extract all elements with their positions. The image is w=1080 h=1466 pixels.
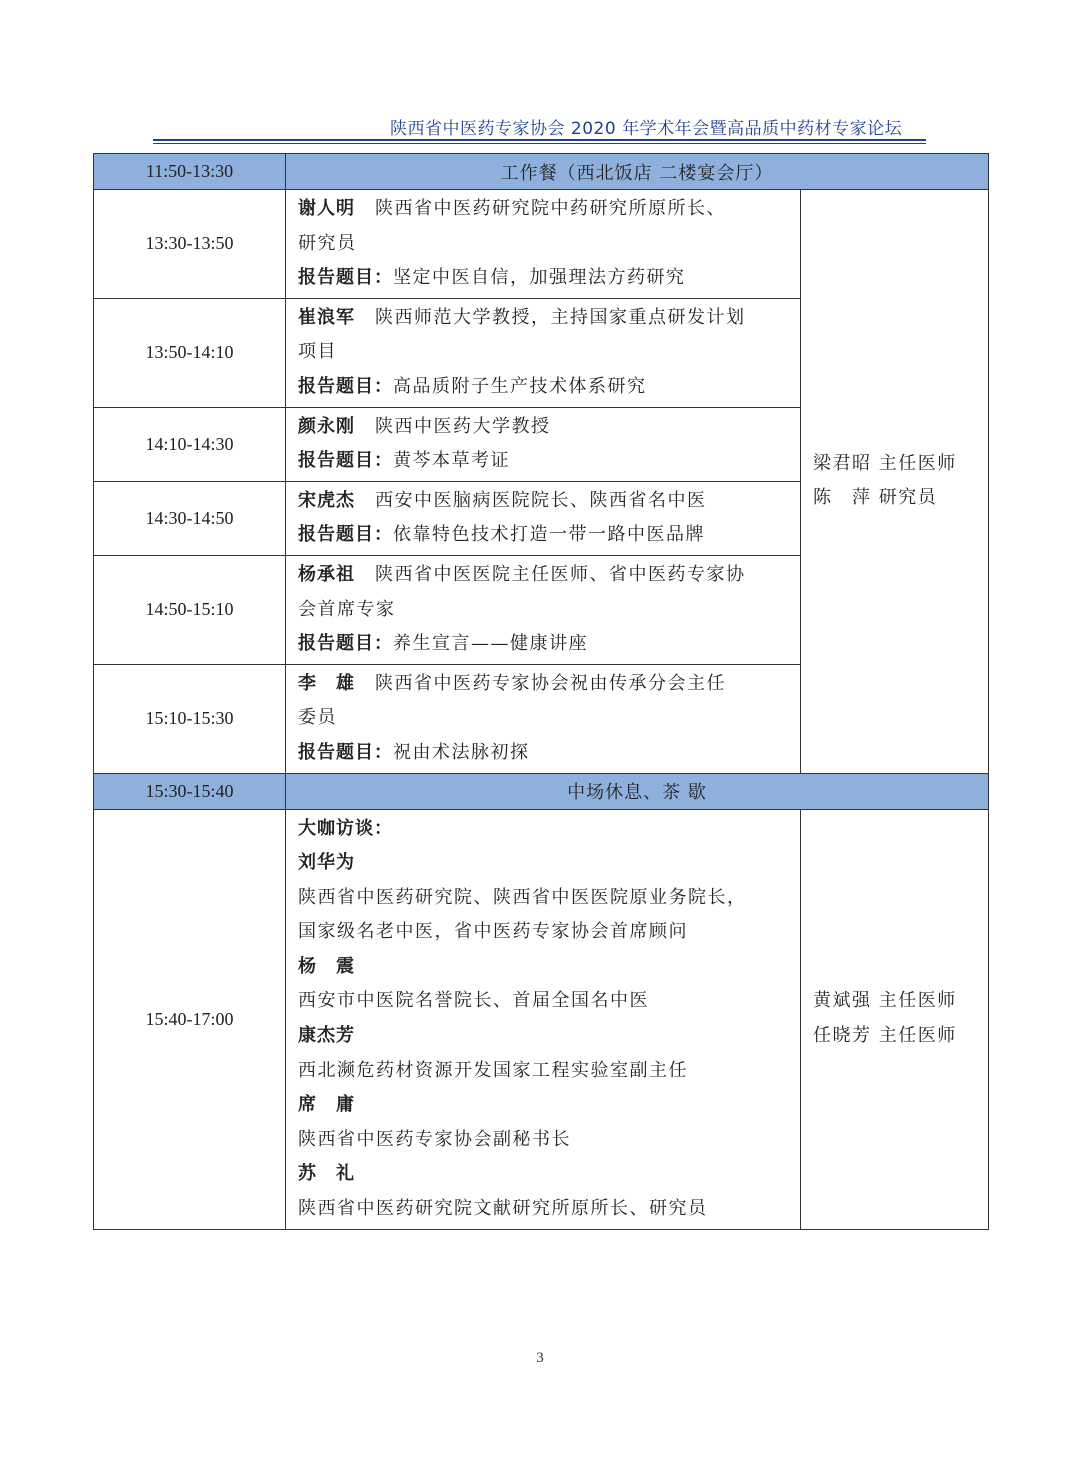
talk-time: 14:10-14:30	[94, 407, 286, 481]
speaker-desc-continued: 项目	[298, 341, 337, 363]
header-rule	[153, 139, 926, 141]
speaker-name: 谢人明	[298, 198, 355, 219]
topic-label: 报告题目：	[298, 450, 393, 472]
topic-label: 报告题目：	[298, 267, 393, 289]
speaker-name: 颜永刚	[298, 415, 355, 437]
speaker-desc: 陕西省中医医院主任医师、省中医药专家协	[375, 563, 746, 585]
forum-time: 15:40-17:00	[94, 809, 286, 1229]
speaker-desc: 陕西省中医药研究院中药研究所原所长、	[375, 198, 726, 219]
talk-time: 15:10-15:30	[94, 664, 286, 773]
speaker-desc-continued: 会首席专家	[298, 598, 396, 620]
guest-bio: 西安市中医院名誉院长、首届全国名中医	[298, 990, 649, 1012]
talk-time: 13:30-13:50	[94, 190, 286, 299]
topic-label: 报告题目：	[298, 633, 393, 655]
speaker-desc: 陕西省中医药专家协会祝由传承分会主任	[375, 672, 726, 694]
speaker-desc-continued: 委员	[298, 707, 337, 729]
host-name: 任晓芳 主任医师	[813, 1025, 957, 1047]
guest-name: 康杰芳	[298, 1025, 355, 1047]
lunch-title: 工作餐（西北饭店 二楼宴会厅）	[286, 154, 989, 190]
guest-name: 苏 礼	[298, 1163, 355, 1185]
guest-bio: 陕西省中医药研究院文献研究所原所长、研究员	[298, 1198, 708, 1220]
guest-bio: 西北濒危药材资源开发国家工程实验室副主任	[298, 1059, 688, 1081]
speaker-name: 杨承祖	[298, 563, 355, 585]
break-title: 中场休息、茶 歇	[286, 773, 989, 809]
speaker-desc-continued: 研究员	[298, 232, 357, 254]
topic-label: 报告题目：	[298, 741, 393, 763]
forum-row	[94, 809, 989, 1229]
speaker-desc: 陕西中医药大学教授	[375, 415, 551, 437]
topic-text: 高品质附子生产技术体系研究	[393, 375, 647, 397]
speaker-desc: 陕西师范大学教授，主持国家重点研发计划	[375, 306, 746, 328]
break-time: 15:30-15:40	[94, 773, 286, 809]
speaker-name: 李 雄	[298, 672, 355, 694]
guest-name: 刘华为	[298, 852, 355, 874]
speaker-desc: 西安中医脑病医院院长、陕西省名中医	[375, 489, 707, 511]
talk-content	[286, 481, 801, 555]
lunch-time: 11:50-13:30	[94, 154, 286, 190]
forum-content	[286, 809, 801, 1229]
host-name: 陈 萍 研究员	[813, 487, 938, 509]
lunch-row	[94, 154, 989, 190]
page-number: 3	[536, 1350, 544, 1366]
topic-text: 祝由术法脉初探	[393, 741, 530, 763]
topic-text: 黄芩本草考证	[393, 450, 510, 472]
schedule-table	[93, 153, 989, 1230]
topic-text: 养生宣言——健康讲座	[393, 633, 588, 655]
session-hosts	[801, 190, 989, 774]
talk-time: 13:50-14:10	[94, 298, 286, 407]
topic-text: 坚定中医自信，加强理法方药研究	[393, 267, 686, 289]
forum-label: 大咖访谈：	[298, 817, 393, 839]
forum-hosts	[801, 809, 989, 1229]
talk-time: 14:30-14:50	[94, 481, 286, 555]
talk-content	[286, 555, 801, 664]
talk-time: 14:50-15:10	[94, 555, 286, 664]
talk-content	[286, 407, 801, 481]
header-title: 陕西省中医药专家协会 2020 年学术年会暨高品质中药材专家论坛	[390, 119, 903, 139]
speaker-name: 宋虎杰	[298, 489, 355, 511]
guest-name: 席 庸	[298, 1094, 355, 1116]
host-name: 梁君昭 主任医师	[813, 452, 957, 474]
talk-content	[286, 190, 801, 299]
guest-bio: 国家级名老中医，省中医药专家协会首席顾问	[298, 921, 688, 943]
host-name: 黄斌强 主任医师	[813, 990, 957, 1012]
topic-label: 报告题目：	[298, 524, 393, 546]
topic-text: 依靠特色技术打造一带一路中医品牌	[393, 524, 705, 546]
speaker-name: 崔浪军	[298, 306, 355, 328]
talk-row	[94, 190, 989, 299]
guest-bio: 陕西省中医药研究院、陕西省中医医院原业务院长，	[298, 886, 747, 908]
topic-label: 报告题目：	[298, 375, 393, 397]
guest-bio: 陕西省中医药专家协会副秘书长	[298, 1128, 571, 1150]
talk-content	[286, 298, 801, 407]
break-row	[94, 773, 989, 809]
guest-name: 杨 震	[298, 955, 355, 977]
talk-content	[286, 664, 801, 773]
header-rule-thin	[153, 143, 926, 144]
